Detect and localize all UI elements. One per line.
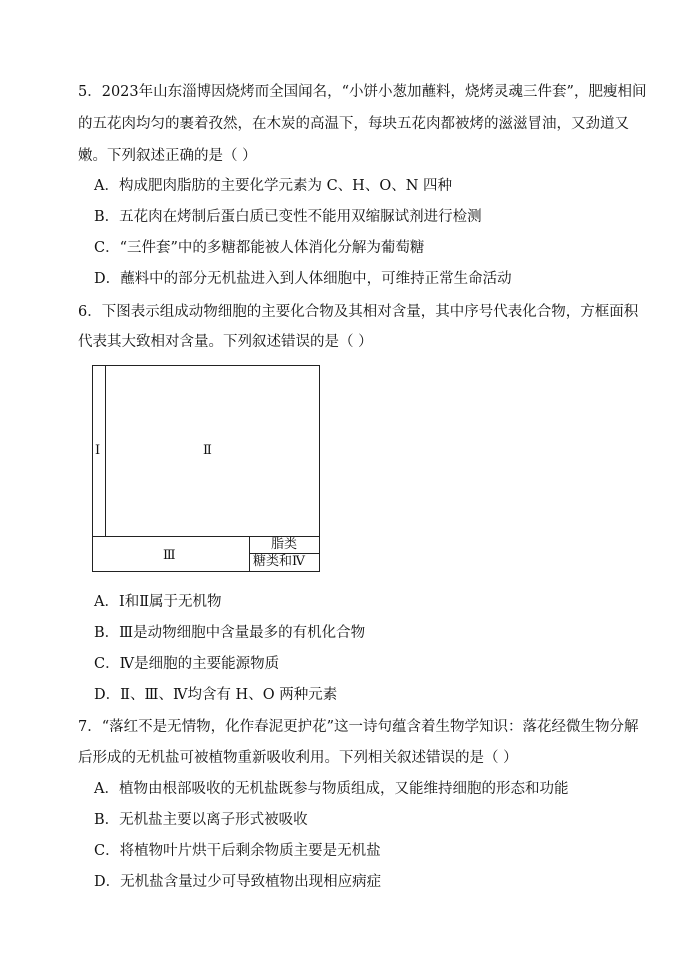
diagram-label-i: Ⅰ xyxy=(95,443,101,458)
q5-stem-line3: 嫩。下列叙述正确的是（ ） xyxy=(78,148,257,164)
q5-option-b: B．五花肉在烤制后蛋白质已变性不能用双缩脲试剂进行检测 xyxy=(94,209,482,225)
q5-stem-line2: 的五花肉均匀的裹着孜然，在木炭的高温下，每块五花肉都被烤的滋滋冒油，又劲道又 xyxy=(78,116,629,132)
q6-option-b: B．Ⅲ是动物细胞中含量最多的有机化合物 xyxy=(94,625,366,641)
diagram-divider-i xyxy=(105,366,106,536)
diagram-label-sugar: 糖类和Ⅳ xyxy=(253,554,305,569)
compound-area-diagram xyxy=(92,365,320,572)
q5-option-d: D．蘸料中的部分无机盐进入到人体细胞中，可维持正常生命活动 xyxy=(94,271,512,287)
q5-option-c: C．“三件套”中的多糖都能被人体消化分解为葡萄糖 xyxy=(94,240,425,256)
q7-option-b: B．无机盐主要以离子形式被吸收 xyxy=(94,812,308,828)
q7-stem-line1: 7．“落红不是无情物，化作春泥更护花”这一诗句蕴含着生物学知识：落花经微生物分解 xyxy=(78,719,639,735)
diagram-label-ii: Ⅱ xyxy=(203,443,212,458)
q6-option-d: D．Ⅱ、Ⅲ、Ⅳ均含有 H、O 两种元素 xyxy=(94,687,338,703)
q7-stem-line2: 后形成的无机盐可被植物重新吸收利用。下列相关叙述错误的是（ ） xyxy=(78,750,518,766)
diagram-label-fat: 脂类 xyxy=(271,537,298,552)
diagram-label-iii: Ⅲ xyxy=(163,548,176,563)
q6-stem-line1: 6．下图表示组成动物细胞的主要化合物及其相对含量，其中序号代表化合物，方框面积 xyxy=(78,304,639,320)
q7-option-c: C．将植物叶片烘干后剩余物质主要是无机盐 xyxy=(94,843,381,859)
q6-stem-line2: 代表其大致相对含量。下列叙述错误的是（ ） xyxy=(78,334,373,350)
q7-option-d: D．无机盐含量过少可导致植物出现相应病症 xyxy=(94,874,382,890)
q7-option-a: A．植物由根部吸收的无机盐既参与物质组成，又能维持细胞的形态和功能 xyxy=(94,781,569,797)
q6-option-a: A．Ⅰ和Ⅱ属于无机物 xyxy=(94,594,222,610)
q5-option-a: A．构成肥肉脂肪的主要化学元素为 C、H、O、N 四种 xyxy=(94,178,453,194)
q6-option-c: C．Ⅳ是细胞的主要能源物质 xyxy=(94,656,280,672)
q5-stem-line1: 5．2023年山东淄博因烧烤而全国闻名，“小饼小葱加蘸料，烧烤灵魂三件套”，肥瘦相间 xyxy=(78,84,647,100)
